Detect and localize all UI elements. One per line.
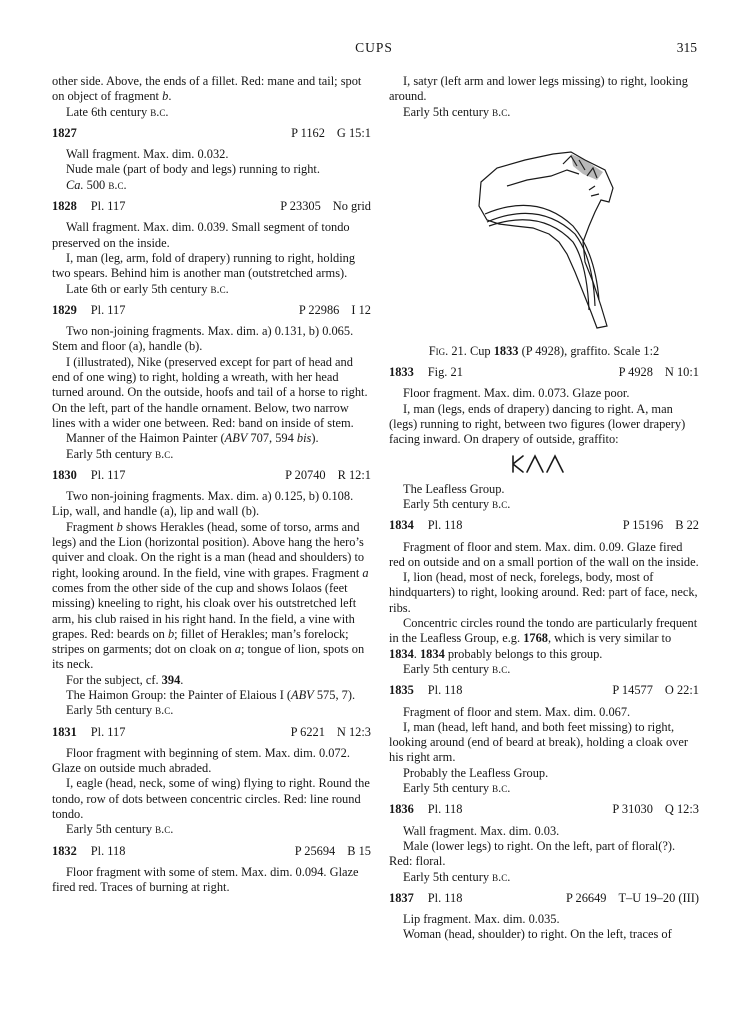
entry-description: I, man (legs, ends of drapery) dancing to right. A, man (legs) running to right, between two figures (lower drapery) facing inward. On drapery of outside, graffito: [389, 401, 686, 447]
grid-ref: Q 12:3 [664, 802, 699, 817]
date-line: Early 5th century b.c. [403, 496, 511, 511]
inventory-number: P 4928 [618, 365, 653, 380]
date-line: Early 5th century b.c. [66, 822, 174, 837]
right-column [389, 74, 699, 943]
date-line: Early 5th century b.c. [403, 869, 511, 884]
date-line: Early 5th century b.c. [66, 446, 174, 461]
entry-description: Two non-joining fragments. Max. dim. a) 0.125, b) 0.108. Lip, wall, and handle (a), lip and wall (b). [52, 489, 354, 519]
page-number: 315 [676, 40, 697, 55]
graffito-inscription [389, 448, 699, 482]
catalogue-number: 1828 [52, 199, 77, 214]
entry-description: Fragment of floor and stem. Max. dim. 0.09. Glaze fired red on outside and on a small portion of the wall on the inside. [389, 539, 699, 569]
entry-header [52, 199, 371, 214]
entry-description: Two non-joining fragments. Max. dim. a) 0.131, b) 0.065. Stem and floor (a), handle (b). [52, 324, 354, 354]
cup-fragment-drawing [467, 130, 627, 330]
figure-21 [389, 124, 699, 344]
grid-ref: O 22:1 [664, 683, 699, 698]
grid-ref: I 12 [351, 302, 371, 317]
entry-header [389, 891, 699, 906]
entry-description: Floor fragment with some of stem. Max. dim. 0.094. Glaze fired red. Traces of burning at right. [52, 864, 359, 895]
entry-header [52, 126, 371, 141]
date-line: Ca. 500 b.c. [66, 177, 127, 192]
grid-ref: T–U 19–20 (III) [618, 890, 699, 905]
plate-ref: Pl. 118 [427, 518, 463, 533]
plate-ref: Fig. 21 [427, 365, 463, 380]
grid-ref: B 15 [347, 843, 371, 858]
attribution: The Leafless Group. [403, 481, 505, 496]
entry-description: I (illustrated), Nike (preserved except for part of head and end of one wing) to right, holding a wreath, with her head turned around. On the outside, hoofs and tail of a horse to right. On the left, part of the handle ornament. Below, two narrow lines with a wider one between. Red: band on inside of stem. [52, 354, 368, 430]
entry-description: Fragment of floor and stem. Max. dim. 0.067. [403, 704, 631, 719]
continued-text: I, satyr (left arm and lower legs missing) to right, looking around. [389, 74, 688, 104]
entry-header [52, 468, 371, 483]
running-head: CUPS [355, 40, 393, 55]
inventory-number: P 20740 [285, 467, 326, 482]
commentary: Concentric circles round the tondo are particularly frequent in the Leafless Group, e.g. 1768, which is very similar to 1834. 1834 probably belongs to this group. [389, 616, 698, 661]
entry-description: Nude male (part of body and legs) running to right. [66, 162, 320, 177]
entry-description: I, man (head, left hand, and both feet missing) to right, looking around (end of beard at break), holding a cloak over his right arm. [389, 719, 688, 765]
inventory-number: P 26649 [565, 890, 607, 905]
inventory-number: P 23305 [280, 199, 321, 214]
grid-ref: G 15:1 [336, 125, 371, 140]
entry-description: Floor fragment. Max. dim. 0.073. Glaze poor. [403, 386, 630, 401]
entry-header [52, 303, 371, 318]
left-column [52, 74, 371, 896]
plate-ref: Pl. 118 [90, 843, 126, 858]
entry-description: Male (lower legs) to right. On the left, part of floral(?). Red: floral. [389, 838, 676, 869]
catalogue-number: 1834 [389, 518, 414, 533]
date-line: Early 5th century b.c. [403, 661, 511, 676]
entry-description: Wall fragment. Max. dim. 0.032. [66, 147, 229, 162]
plate-ref: Pl. 117 [90, 724, 126, 739]
date-line: Late 6th century b.c. [66, 104, 169, 119]
entry-header [389, 518, 699, 533]
date-line: Early 5th century b.c. [403, 781, 511, 796]
inventory-number: P 25694 [294, 843, 336, 858]
entry-description: Wall fragment. Max. dim. 0.03. [403, 823, 560, 838]
inventory-number: P 1162 [291, 125, 325, 140]
catalogue-number: 1830 [52, 467, 77, 482]
entry-header [52, 844, 371, 859]
plate-ref: Pl. 118 [427, 802, 463, 817]
catalogue-number: 1827 [52, 125, 77, 140]
catalogue-number: 1831 [52, 724, 77, 739]
entry-description: Wall fragment. Max. dim. 0.039. Small segment of tondo preserved on the inside. [52, 220, 350, 250]
inventory-number: P 15196 [622, 518, 664, 533]
entry-description: Floor fragment with beginning of stem. Max. dim. 0.072. Glaze on outside much abraded. [52, 745, 350, 776]
entry-description: I, man (leg, arm, fold of drapery) running to right, holding two spears. Behind him is another man (outstretched arms). [52, 250, 356, 281]
attribution: Manner of the Haimon Painter (ABV 707, 594 bis). [66, 431, 319, 446]
cross-reference: For the subject, cf. 394. [66, 672, 184, 687]
entry-description: I, eagle (head, neck, some of wing) flying to right. Round the tondo, row of dots between concentric circles. Red: line round tondo. [52, 776, 370, 822]
catalogue-number: 1835 [389, 683, 414, 698]
grid-ref: N 10:1 [664, 365, 699, 380]
entry-header [389, 365, 699, 380]
attribution: Probably the Leafless Group. [403, 765, 549, 780]
entry-description: Woman (head, shoulder) to right. On the left, traces of [403, 927, 672, 942]
figure-caption: Fig. 21. Cup 1833 (P 4928), graffito. Scale 1:2 [428, 343, 660, 358]
date-line: Early 5th century b.c. [66, 703, 174, 718]
entry-header [52, 725, 371, 740]
inventory-number: P 22986 [298, 302, 340, 317]
grid-ref: R 12:1 [337, 467, 371, 482]
entry-description: Lip fragment. Max. dim. 0.035. [403, 912, 560, 927]
catalogue-number: 1836 [389, 802, 414, 817]
continued-text: other side. Above, the ends of a fillet. Red: mane and tail; spot on object of fragment b. [52, 74, 362, 104]
inventory-number: P 31030 [612, 802, 653, 817]
date-line: Early 5th century b.c. [403, 104, 511, 119]
entry-description: I, lion (head, most of neck, forelegs, body, most of hindquarters) to right, looking around. Red: part of face, neck, ribs. [389, 570, 698, 615]
entry-description: Fragment b shows Herakles (head, some of torso, arms and legs) and the Lion (horizontal position). Above hang the hero’s quiver and cloak. On the right is a man (head and shoulders) to right, looking around. In the field, vine with grapes. Fragment a comes from the other side of the cup and shows Iolaos (feet missing) kneeling to right, his cloak over his outstretched left arm, his club raised in his right hand. In the field, a vine with grapes. Red: beards on b; fillet of Herakles; man’s forelock; stripes on garments; dot on cloak on a; tongue of lion, spots on its neck. [52, 519, 369, 672]
catalogue-number: 1832 [52, 843, 77, 858]
inventory-number: P 6221 [290, 724, 325, 739]
plate-ref: Pl. 118 [427, 683, 463, 698]
grid-ref: No grid [332, 199, 371, 214]
plate-ref: Pl. 118 [427, 890, 463, 905]
grid-ref: N 12:3 [336, 724, 371, 739]
catalogue-number: 1833 [389, 365, 414, 380]
entry-header [389, 802, 699, 817]
catalogue-number: 1829 [52, 302, 77, 317]
grid-ref: B 22 [675, 518, 699, 533]
entry-header [389, 683, 699, 698]
inventory-number: P 14577 [612, 683, 653, 698]
attribution: The Haimon Group: the Painter of Elaious I (ABV 575, 7). [66, 687, 356, 702]
graffito-drawing [509, 452, 569, 476]
plate-ref: Pl. 117 [90, 199, 126, 214]
catalogue-number: 1837 [389, 890, 414, 905]
plate-ref: Pl. 117 [90, 302, 126, 317]
date-line: Late 6th or early 5th century b.c. [66, 281, 229, 296]
plate-ref: Pl. 117 [90, 467, 126, 482]
